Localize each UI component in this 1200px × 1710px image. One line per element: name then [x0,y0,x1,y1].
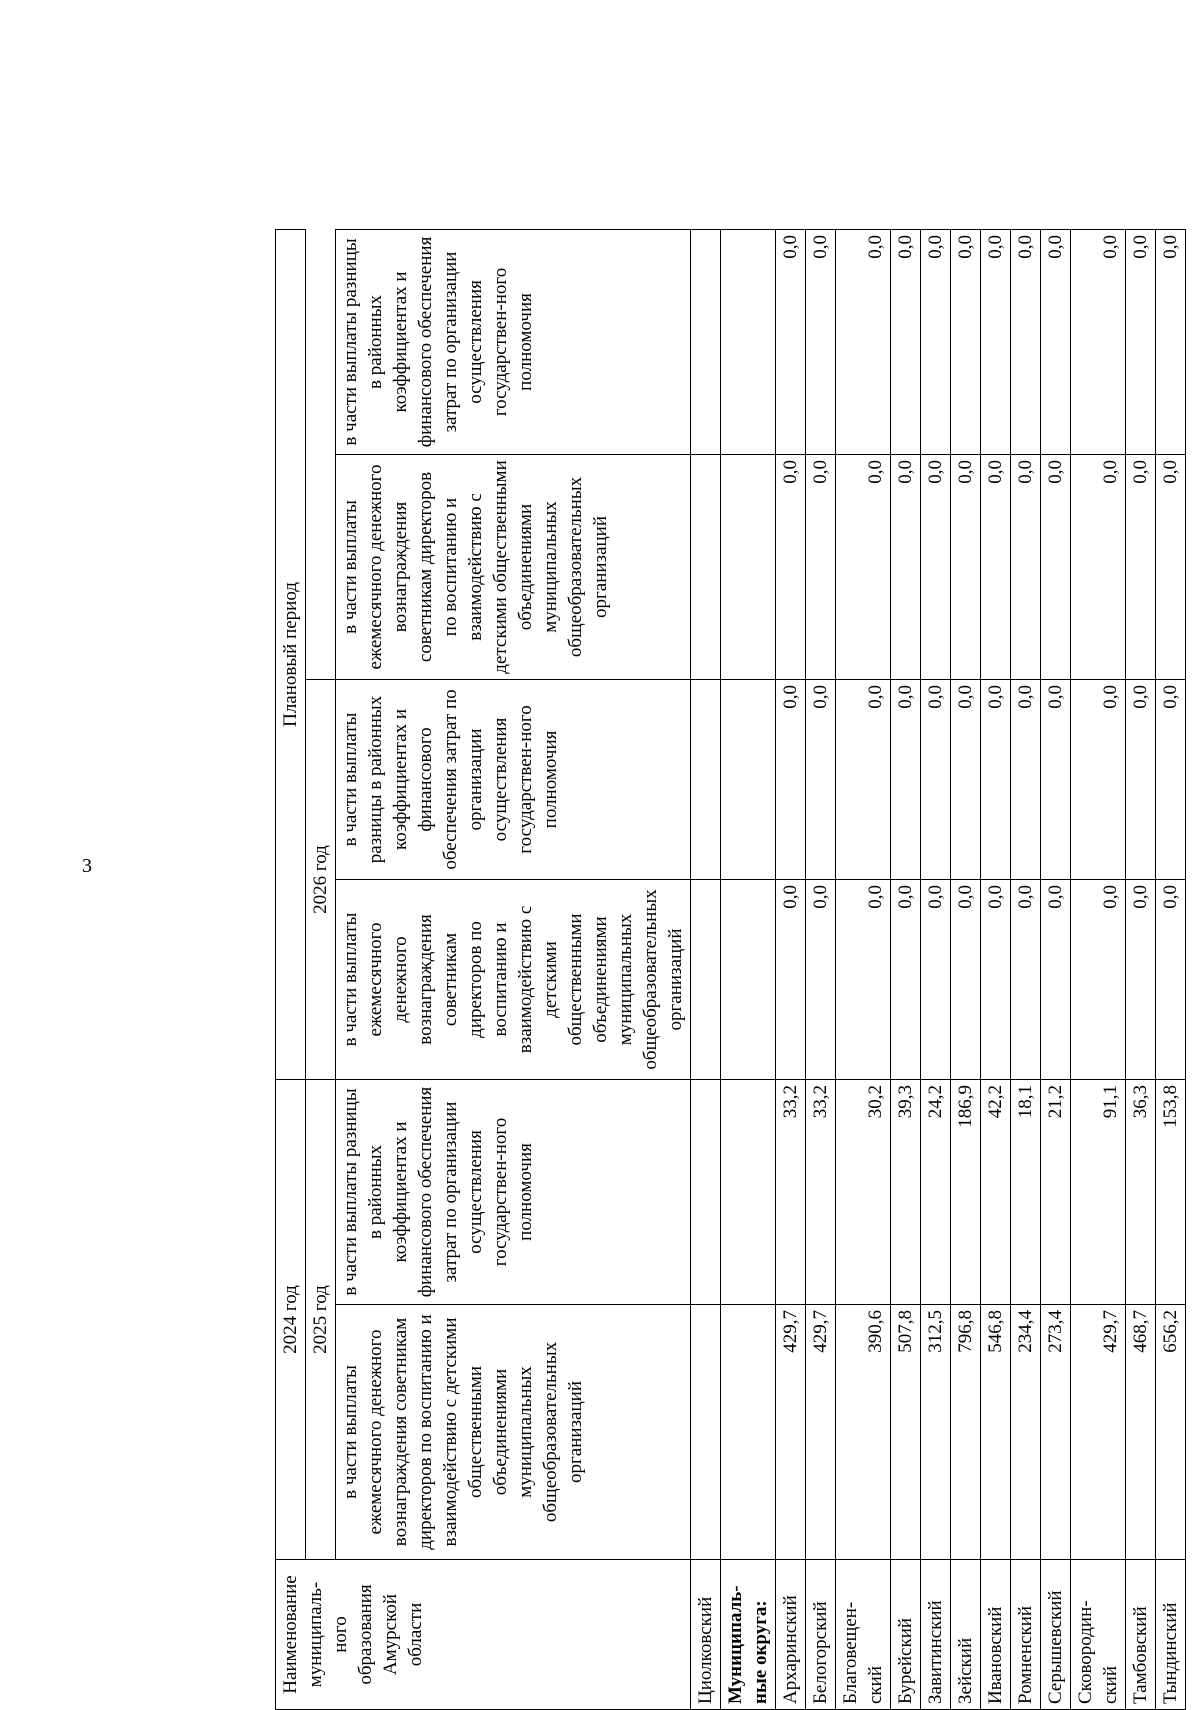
row-value: 0,0 [1011,879,1041,1079]
row-value: 36,3 [1126,1079,1156,1304]
row-value: 30,2 [836,1079,891,1304]
empty-cell [721,1079,776,1304]
row-value [691,679,721,879]
header-2024-col-a: в части выплаты ежемесячного денежного вознаграждения советникам директоров по воспитанию и взаимодействию с детскими общественными объединениями муниципальных общеобразовательных организаций [336,1305,691,1560]
row-value: 0,0 [1041,679,1071,879]
table-row [981,229,1011,1709]
row-value [691,1079,721,1304]
row-value: 0,0 [806,679,836,879]
table-row [806,229,836,1709]
row-value: 0,0 [951,679,981,879]
row-value: 21,2 [1041,1079,1071,1304]
row-value: 0,0 [1071,879,1126,1079]
table-row [921,229,951,1709]
row-value: 0,0 [1041,879,1071,1079]
row-value: 33,2 [806,1079,836,1304]
row-value: 312,5 [921,1305,951,1560]
row-name: Тамбовский [1126,1560,1156,1710]
row-name: Благовещен-ский [836,1560,891,1710]
row-value: 0,0 [836,229,891,454]
row-value: 0,0 [981,679,1011,879]
row-value: 0,0 [1156,229,1186,454]
rotated-table-container [275,230,1200,1710]
row-value: 546,8 [981,1305,1011,1560]
row-value: 429,7 [806,1305,836,1560]
row-value: 0,0 [1041,454,1071,679]
row-value: 0,0 [1041,229,1071,454]
row-name: Тындинский [1156,1560,1186,1710]
row-value: 0,0 [1126,229,1156,454]
row-value: 0,0 [806,229,836,454]
row-value: 0,0 [776,679,806,879]
row-value: 39,3 [891,1079,921,1304]
header-year-2026: 2026 год [306,679,336,1079]
data-table [275,229,1186,1710]
row-value: 0,0 [951,229,981,454]
header-planned-period: Плановый период [276,229,306,1079]
row-value: 0,0 [921,229,951,454]
row-value: 0,0 [836,679,891,879]
row-value: 0,0 [951,454,981,679]
row-name: Циолковский [691,1560,721,1710]
row-value: 0,0 [891,879,921,1079]
row-value: 0,0 [1156,454,1186,679]
header-2025-col-b: в части выплаты разницы в районных коэффициентах и финансового обеспечения затрат по организации осуществления государствен-ного полномочия [336,679,691,879]
row-value: 0,0 [891,679,921,879]
row-value: 0,0 [1011,454,1041,679]
row-value [691,879,721,1079]
row-value: 234,4 [1011,1305,1041,1560]
row-value: 0,0 [776,879,806,1079]
row-value: 0,0 [921,454,951,679]
row-value: 42,2 [981,1079,1011,1304]
row-value: 0,0 [981,454,1011,679]
row-value: 0,0 [1011,229,1041,454]
row-value: 0,0 [836,454,891,679]
table-row [951,229,981,1709]
row-value: 18,1 [1011,1079,1041,1304]
row-name: Зейский [951,1560,981,1710]
row-value: 0,0 [1071,679,1126,879]
row-value [691,1305,721,1560]
row-name: Ивановский [981,1560,1011,1710]
row-name: Бурейский [891,1560,921,1710]
row-value: 0,0 [921,879,951,1079]
empty-cell [721,879,776,1079]
row-value: 429,7 [1071,1305,1126,1560]
row-value: 390,6 [836,1305,891,1560]
empty-cell [721,679,776,879]
table-row [691,229,721,1709]
row-value: 0,0 [951,879,981,1079]
row-value: 0,0 [776,229,806,454]
row-value: 0,0 [981,879,1011,1079]
row-value: 153,8 [1156,1079,1186,1304]
row-value: 0,0 [1156,679,1186,879]
section-row [721,229,776,1709]
row-value: 0,0 [1071,454,1126,679]
header-year-2024: 2024 год [276,1079,306,1559]
table-row [1041,229,1071,1709]
row-value: 0,0 [891,229,921,454]
row-value: 0,0 [981,229,1011,454]
row-value: 0,0 [1071,229,1126,454]
row-name: Белогорский [806,1560,836,1710]
row-value: 33,2 [776,1079,806,1304]
row-value: 0,0 [806,879,836,1079]
row-value [691,229,721,454]
row-value [691,454,721,679]
row-name: Завитинский [921,1560,951,1710]
row-value: 186,9 [951,1079,981,1304]
header-year-2025: 2025 год [306,1079,336,1559]
row-value: 0,0 [921,679,951,879]
row-value: 91,1 [1071,1079,1126,1304]
section-label: Муниципаль-ные округа: [721,1560,776,1710]
row-value: 796,8 [951,1305,981,1560]
table-row [1156,229,1186,1709]
table-row [1071,229,1126,1709]
table-row [1011,229,1041,1709]
row-value: 0,0 [1126,879,1156,1079]
header-2026-col-b: в части выплаты разницы в районных коэффициентах и финансового обеспечения затрат по организации осуществления государствен-ного полномочия [336,229,691,454]
row-value: 0,0 [776,454,806,679]
row-name: Ромненский [1011,1560,1041,1710]
table-row [891,229,921,1709]
row-value: 656,2 [1156,1305,1186,1560]
row-value: 273,4 [1041,1305,1071,1560]
empty-cell [721,454,776,679]
empty-cell [721,229,776,454]
table-row [776,229,806,1709]
row-value: 0,0 [1126,679,1156,879]
empty-cell [721,1305,776,1560]
page-number: 3 [82,855,92,877]
header-2026-col-a: в части выплаты ежемесячного денежного вознаграждения советникам директоров по воспитанию и взаимодействию с детскими общественными объединениями муниципальных общеобразовательных организаций [336,454,691,679]
row-name: Архаринский [776,1560,806,1710]
header-2025-col-a: в части выплаты ежемесячного денежного вознаграждения советникам директоров по воспитанию и взаимодействию с детскими общественными объединениями муниципальных общеобразовательных организаций [336,879,691,1079]
row-value: 0,0 [891,454,921,679]
table-body [691,229,1186,1709]
row-value: 24,2 [921,1079,951,1304]
header-2024-col-b: в части выплаты разницы в районных коэффициентах и финансового обеспечения затрат по организации осуществления государствен-ного полномочия [336,1079,691,1304]
row-name: Сковородин-ский [1071,1560,1126,1710]
row-value: 0,0 [1126,454,1156,679]
row-value: 507,8 [891,1305,921,1560]
row-value: 0,0 [1011,679,1041,879]
row-value: 0,0 [836,879,891,1079]
table-row [836,229,891,1709]
table-row [1126,229,1156,1709]
row-value: 429,7 [776,1305,806,1560]
header-name: Наименование муниципаль-ного образования Амурской области [276,1560,691,1710]
row-name: Серышевский [1041,1560,1071,1710]
row-value: 0,0 [1156,879,1186,1079]
row-value: 0,0 [806,454,836,679]
row-value: 468,7 [1126,1305,1156,1560]
